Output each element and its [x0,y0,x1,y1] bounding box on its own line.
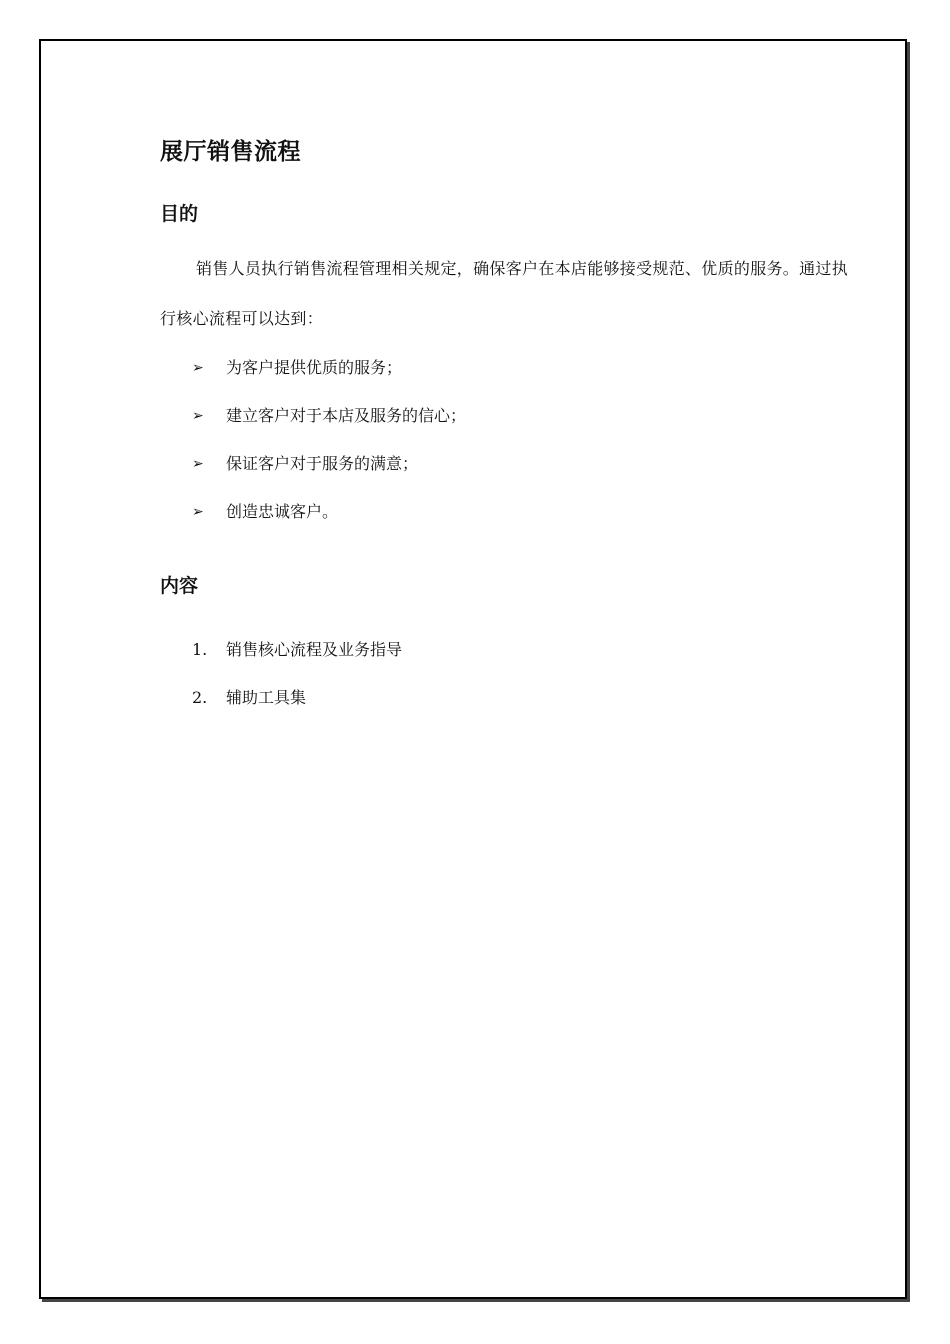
arrow-bullet-icon: ➢ [192,408,204,424]
purpose-paragraph: 销售人员执行销售流程管理相关规定，确保客户在本店能够接受规范、优质的服务。通过执行核心流程可以达到： [160,259,849,328]
arrow-bullet-icon: ➢ [192,456,204,472]
list-item [160,674,860,722]
list-item [160,440,860,488]
item-number: 2. [192,688,208,707]
bullet-text: 创造忠诚客户。 [226,502,339,521]
arrow-bullet-icon: ➢ [192,360,204,376]
purpose-bullet-list [160,344,860,536]
bullet-text: 为客户提供优质的服务； [226,358,403,377]
document-body [160,132,860,722]
arrow-bullet-icon: ➢ [192,504,204,520]
item-label: 辅助工具集 [226,688,307,707]
list-item [160,392,860,440]
list-item [160,488,860,536]
list-item [160,344,860,392]
list-item [160,626,860,674]
purpose-heading: 目的 [160,203,199,225]
item-label: 销售核心流程及业务指导 [226,640,403,659]
contents-list [160,626,860,722]
bullet-text: 建立客户对于本店及服务的信心； [226,406,467,425]
contents-heading: 内容 [160,575,199,597]
item-number: 1. [192,640,208,659]
page-title: 展厅销售流程 [160,139,301,165]
bullet-text: 保证客户对于服务的满意； [226,454,419,473]
